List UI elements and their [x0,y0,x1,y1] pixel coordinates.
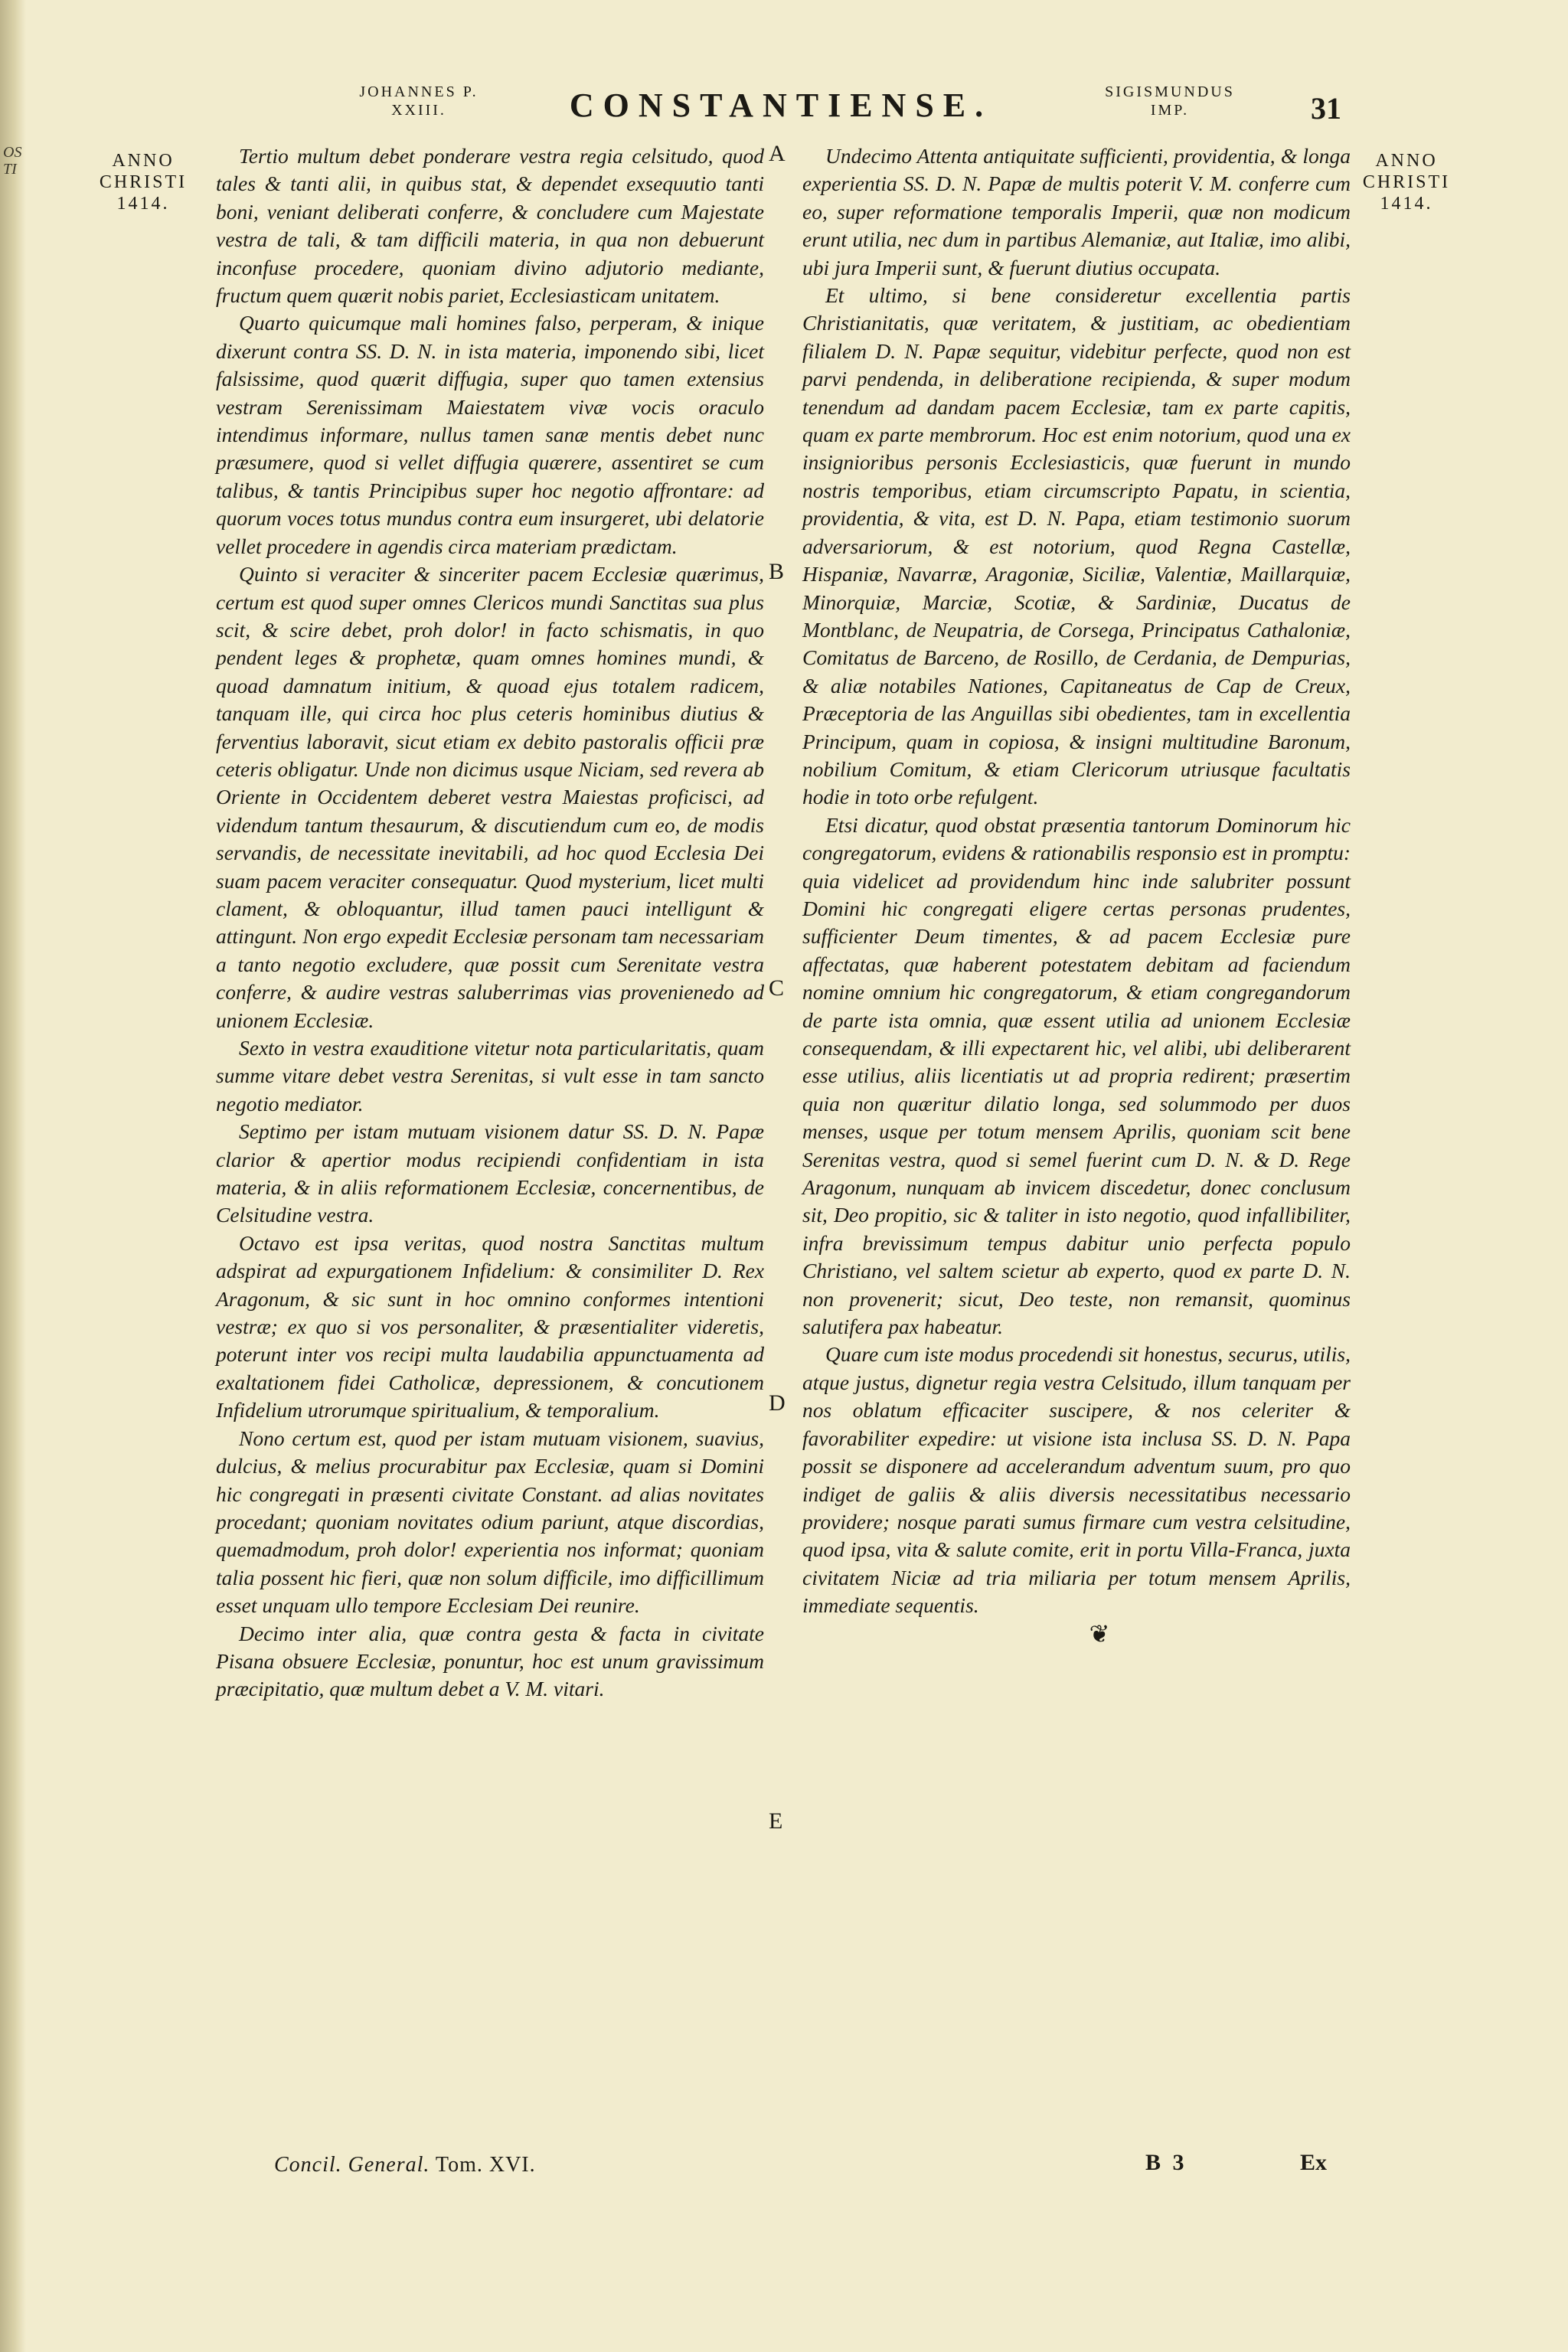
catchword: Ex [1300,2150,1328,2175]
binding-text: OS TI [3,144,22,178]
margin-marker-c: C [769,975,785,1001]
paragraph: Septimo per istam mutuam visionem datur SS. D. N. Papæ clarior & apertior modus recipiendi confidentiam in ista materia, & in aliis reformationem Ecclesiæ, concernentibus, de Celsitudine vestra. [216,1119,764,1227]
footer-council: Concil. General. [274,2153,430,2177]
page-title: CONSTANTIENSE. [569,87,993,124]
paragraph: Nono certum est, quod per istam mutuam visionem, suavius, dulcius, & melius procurabitur pax Ecclesiæ, quam si Domini hic congregati in præsenti civitate Constant. ad alias novitates procedant; quoniam novitates odium pariunt, atque discordias, quemadmodum, proh dolor! experientia nos informat; quoniam talia possent hic fieri, quæ non solum difficile, imo difficillimum esset unquam ullo tempore Ecclesiam Dei reunire. [216,1426,764,1618]
margin-marker-e: E [769,1808,783,1834]
paragraph: Undecimo Attenta antiquitate sufficienti, providentia, & longa experientia SS. D. N. Papæ de multis poterit V. M. conferre cum eo, super reformatione temporalis Imperii, quæ non modicum erunt utilia, nec dum in partibus Alemaniæ, aut Italiæ, imo alibi, ubi jura Imperii sunt, & fuerunt diutius occupata. [802,144,1351,279]
binding-edge [0,0,26,2352]
left-column [216,142,764,1704]
paragraph: Octavo est ipsa veritas, quod nostra Sanctitas multum adspirat ad expurgationem Infidelium: & consimiliter D. Rex Aragonum, & sic sunt in hoc omnino conformes intentioni vestræ; ex quo si vos personaliter, & præsentialiter videretis, poterunt inter vos recipi multa laudabilia appunctuamenta ad exaltationem fidei Catholicæ, depressionem, & concutionem Infidelium utrorumque spiritualium, & temporalium. [216,1230,764,1423]
page-number: 31 [1311,91,1341,126]
paragraph: Sexto in vestra exauditione vitetur nota particularitatis, quam summe vitare debet vestra Serenitas, si vult esse in tam sancto negotio mediator. [216,1036,764,1116]
header-right: SIGISMUNDUS IMP. [1105,83,1235,119]
paragraph: Decimo inter alia, quæ contra gesta & facta in civitate Pisana obsuere Ecclesiæ, ponuntur, hoc est unum gravissimum præcipitatio, quæ multum debet a V. M. vitari. [216,1621,764,1701]
paragraph: Quinto si veraciter & sinceriter pacem Ecclesiæ quærimus, certum est quod super omnes Clericos mundi Sanctitas sua plus scit, & scire debet, proh dolor! in facto schismatis, in quo pendent leges & prophetæ, quam omnes homines mundi, & quoad damnatum initium, & quoad ejus totalem radicem, tanquam ille, qui circa hoc plus ceteris hominibus diutius & ferventius laboravit, sicut etiam ex debito pastoralis officii præ ceteris obligatur. Unde non dicimus usque Niciam, sed revera ab Oriente in Occidentem deberet vestra Maiestas proficisci, ad videndum tantum thesaurum, & discutiendum cum eo, de modis servandis, de necessitate inevitabili, ad hoc quod Ecclesia Dei suam pacem veraciter consequatur. Quod mysterium, licet multi clament, & obloquantur, illud tamen pauci intelligunt & attingunt. Non ergo expedit Ecclesiæ personam tam necessariam a tanto negotio excludere, quæ possit cum Serenitate vestra conferre, & audire vestras saluberrimas vias provenienedo ad unionem Ecclesiæ. [216,562,764,1032]
signature-mark: B 3 [1145,2150,1187,2175]
paragraph: Et ultimo, si bene consideretur excellentia partis Christianitatis, quæ veritatem, & justitiam, ac obedientiam filialem D. N. Papæ sequitur, videbitur perfecte, quod non est parvi pendenda, in deliberatione recipienda, & super modum tenendum ad dandam pacem Ecclesiæ, tam ex parte capitis, quam ex parte membrorum. Hoc est enim notorium, quod una ex insignioribus personis Ecclesiasticis, quæ fuerunt in mundo nostris temporibus, etiam circumscripto Papatu, in scientia, providentia, & vita, est D. N. Papa, etiam testimonio suorum adversariorum, & est notorium, quod Regna Castellæ, Hispaniæ, Navarræ, Aragoniæ, Siciliæ, Valentiæ, Maillarquiæ, Minorquiæ, Marciæ, Scotiæ, & Sardiniæ, Ducatus de Montblanc, de Neupatria, de Corsega, Principatus Cathaloniæ, Comitatus de Barceno, de Rosillo, de Cerdania, de Dempurias, & aliæ notabiles Nationes, Capitaneatus de Cap de Creux, Præceptoria de las Anguillas sibi obedientes, tam in excellentia Principum, quam in copiosa, & insigni multitudine Baronum, nobilium Comitum, & etiam Clericorum utriusque facultatis hodie in toto orbe refulgent. [802,283,1351,809]
side-note-right: ANNO CHRISTI 1414. [1362,151,1451,214]
footer-reference [274,2153,536,2177]
margin-marker-b: B [769,559,785,584]
side-note-left: ANNO CHRISTI 1414. [99,151,188,214]
paragraph: Etsi dicatur, quod obstat præsentia tantorum Dominorum hic congregatorum, evidens & rationabilis responsio est in promptu: quia videlicet ad providendum hinc inde salubriter possunt Domini hic congregati eligere certas personas prudentes, sufficienter Deum timentes, & ad pacem Ecclesiæ pure affectatas, quæ haberent potestatem debitam ad faciendum nomine omnium hic congregatorum, & etiam congregandorum de parte ista omnia, quæ essent utilia ad unionem Ecclesiæ consequendam, & illi expectarent hic, vel alibi, ubi deliberarent esse utilius, aliis licentiatis ut ad propria redirent; præsertim quia non quæritur dilatio longa, sed solummodo per duos menses, usque per totum mensem Aprilis, quoniam scit bene Serenitas vestra, quod si semel fuerint cum D. N. & D. Rege Aragonum, nunquam ab invicem discedetur, donec conclusum sit, Deo propitio, sic & taliter in isto negotio, quod infallibiliter, infra brevissimum tempus dabitur unio perfecta populo Christiano, vel saltem scietur ab experto, quod ex parte D. N. non provenerit; sicut, Deo teste, non remansit, quominus salutifera pax habeatur. [802,812,1351,1339]
margin-marker-a: A [769,141,786,166]
paragraph: Quarto quicumque mali homines falso, perperam, & inique dixerunt contra SS. D. N. in ista materia, imponendo sibi, licet falsissime, quod quærit diffugia, super quo tamen extensius vestram Serenissimam Maiestatem vivæ vocis oraculo intendimus informare, nullus tamen sanæ mentis debet nunc præsumere, quod si vellet diffugia quærere, assentiret se cum talibus, & tantis Principibus super hoc negotio affrontare: ad quorum voces totus mundus contra eum insurgeret, ubi delatorie vellet procedere in agendis circa materiam prædictam. [216,311,764,558]
paragraph: Quare cum iste modus procedendi sit honestus, securus, utilis, atque justus, dignetur regia vestra Celsitudo, illum tanquam per nos oblatum efficaciter suscipere, & nos celeriter & favorabiliter expedire: ut visione ista inclusa SS. D. N. Papa possit se disponere ad accelerandum adventum suum, pro quo indiget de galiis & aliis diversis necessitatibus necessario providere; nosque parati sumus firmare cum vestra celsitudine, quod ipsa, vita & salute comite, erit in portu Villa-Franca, juxta civitatem Niciæ ad tria miliaria per totum mensem Aprilis, immediate sequentis. [802,1342,1351,1618]
right-column [802,142,1351,1648]
fleuron-ornament: ❦ [1089,1619,1110,1648]
paragraph: Tertio multum debet ponderare vestra regia celsitudo, quod tales & tanti alii, in quibus stat, & dependet exsequutio tanti boni, veniant deliberati conferre, & concludere cum Majestate vestra de tali, & tam difficili materia, in qua non debuerunt inconfuse procedere, quoniam divino adjutorio mediante, fructum quem quærit nobis pariet, Ecclesiasticam unitatem. [216,144,764,308]
margin-marker-d: D [769,1390,786,1416]
footer-tome: Tom. XVI. [435,2153,536,2177]
header-left: JOHANNES P. XXIII. [359,83,479,119]
